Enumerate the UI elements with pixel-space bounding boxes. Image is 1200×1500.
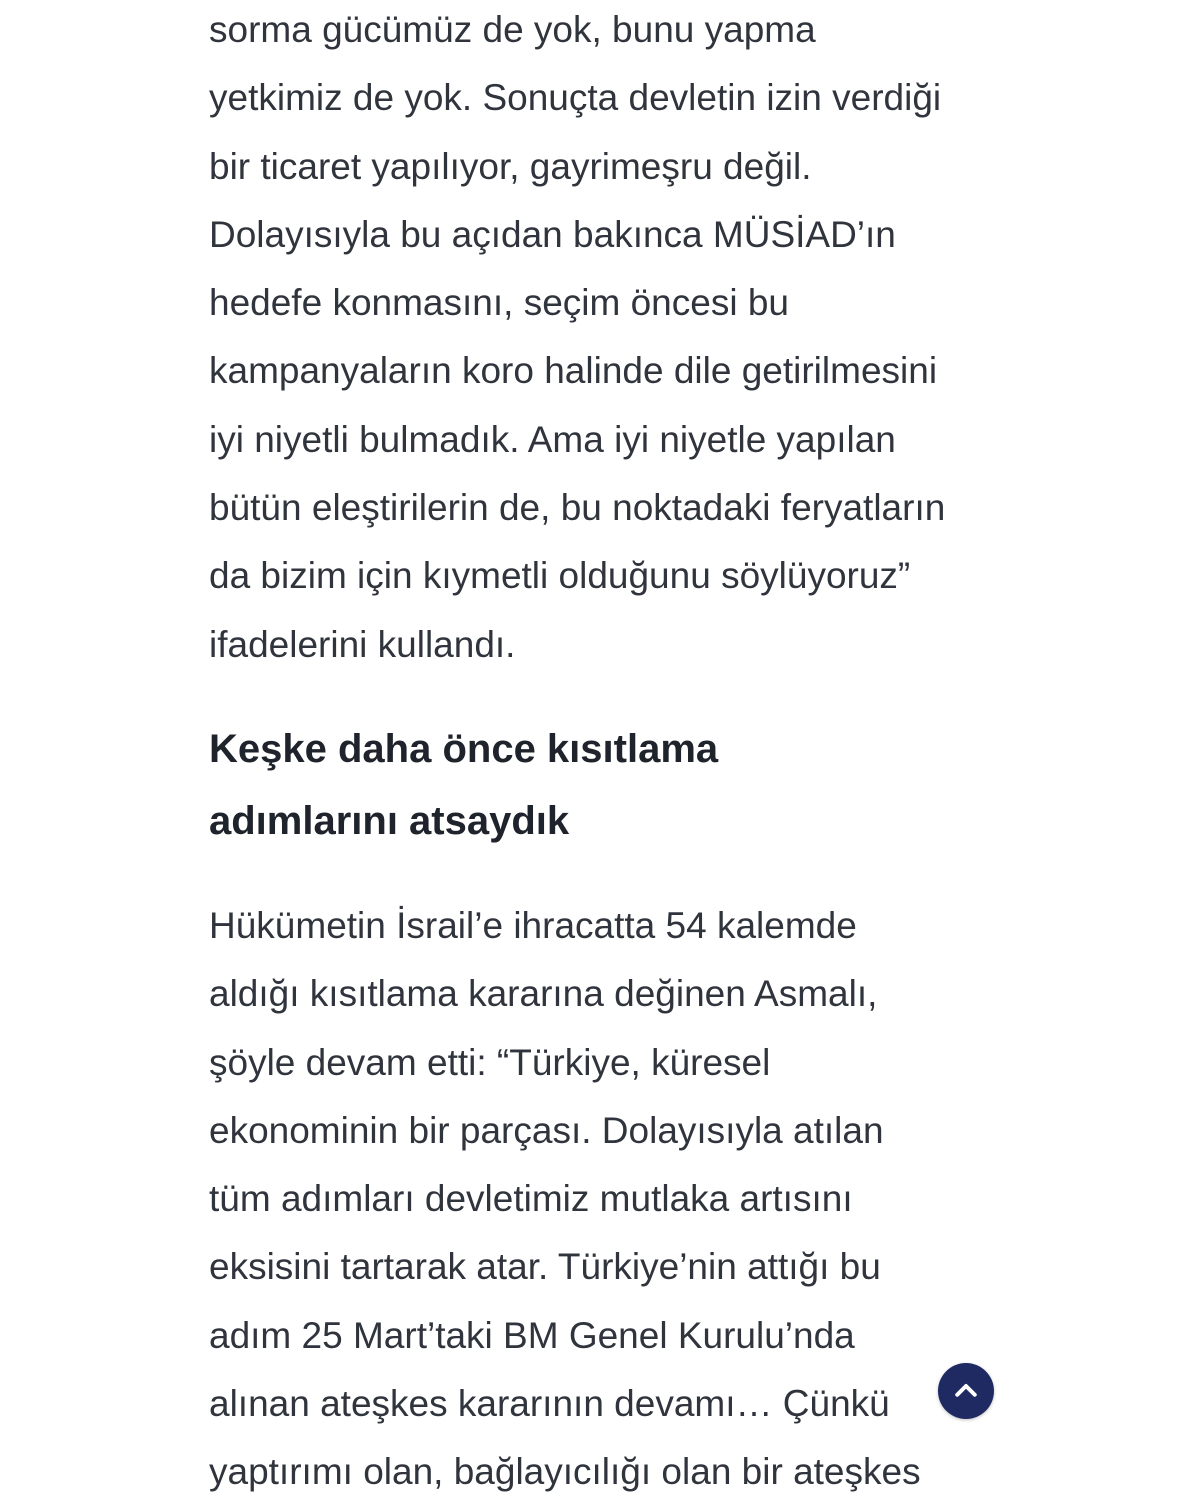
paragraph-line: ifadelerini kullandı. (209, 623, 516, 665)
paragraph-line: Dolayısıyla bu açıdan bakınca MÜSİAD’ın (209, 213, 896, 255)
heading-line: Keşke daha önce kısıtlama (209, 727, 719, 771)
paragraph-line: bütün eleştirilerin de, bu noktadaki feryatların (209, 487, 946, 529)
paragraph-line: alınan ateşkes kararının devamı… Çünkü (209, 1383, 890, 1425)
article-paragraph (209, 0, 945, 679)
paragraph-line: Hükümetin İsrail’e ihracatta 54 kalemde (209, 905, 857, 946)
paragraph-line: yaptırımı olan, bağlayıcılığı olan bir ateşkes (209, 1451, 921, 1493)
heading-line: adımlarını atsaydık (209, 799, 570, 843)
paragraph-line: hedefe konmasını, seçim öncesi bu (209, 282, 789, 324)
paragraph-line: ekonominin bir parçası. Dolayısıyla atılan (209, 1109, 884, 1151)
section-heading (209, 713, 718, 857)
scroll-to-top-button[interactable] (938, 1363, 994, 1419)
paragraph-line: adım 25 Mart’taki BM Genel Kurulu’nda (209, 1314, 855, 1356)
paragraph-line: da bizim için kıymetli olduğunu söylüyoruz” (209, 555, 911, 597)
paragraph-line: bir ticaret yapılıyor, gayrimeşru değil. (209, 145, 812, 187)
paragraph-line: yetkimiz de yok. Sonuçta devletin izin verdiği (209, 77, 942, 119)
paragraph-line: aldığı kısıtlama kararına değinen Asmalı, (209, 973, 878, 1015)
paragraph-line: şöyle devam etti: “Türkiye, küresel (209, 1041, 771, 1083)
chevron-up-icon (951, 1376, 981, 1406)
article-paragraph (209, 892, 921, 1500)
paragraph-line: tüm adımları devletimiz mutlaka artısını (209, 1178, 853, 1220)
paragraph-line: iyi niyetli bulmadık. Ama iyi niyetle yapılan (209, 418, 896, 460)
paragraph-line: eksisini tartarak atar. Türkiye’nin attığı bu (209, 1246, 881, 1288)
paragraph-line: kampanyaların koro halinde dile getirilmesini (209, 350, 938, 392)
paragraph-line: sorma gücümüz de yok, bunu yapma (209, 9, 816, 50)
